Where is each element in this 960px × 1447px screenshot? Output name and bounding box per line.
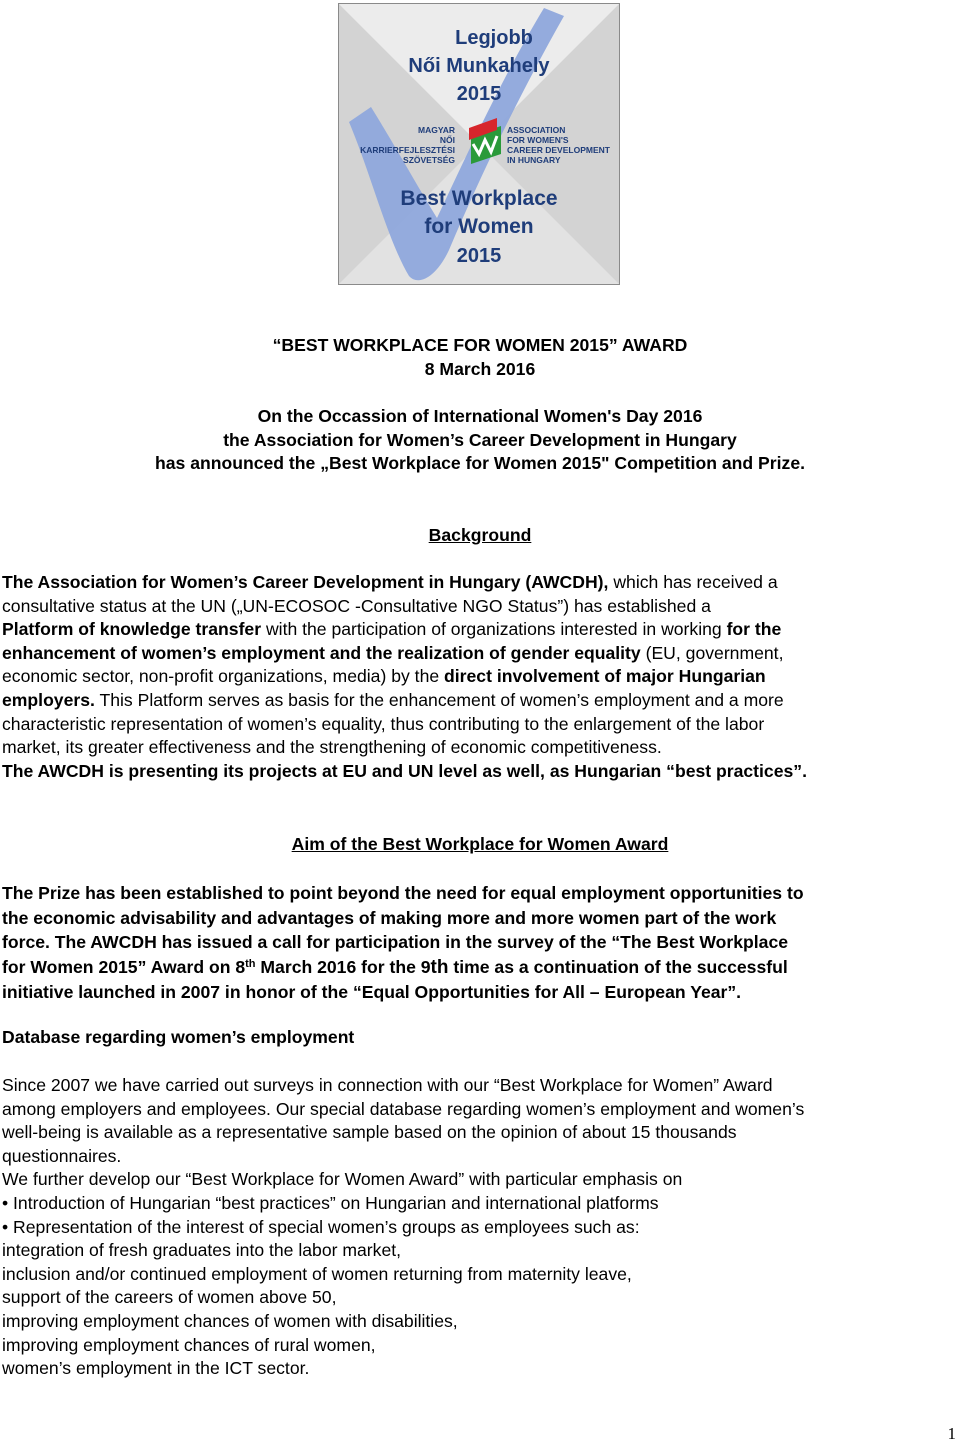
aim-line-5: initiative launched in 2007 in honor of the “Equal Opportunities for All – European Year”. xyxy=(2,982,742,1002)
database-heading: Database regarding women’s employment xyxy=(2,1027,355,1047)
intro-line-2: the Association for Women’s Career Development in Hungary xyxy=(223,429,737,450)
logo-title-en-1: Best Workplace xyxy=(400,187,558,210)
background-line-1 xyxy=(2,571,952,595)
platform-term: Platform of knowledge transfer xyxy=(2,619,262,640)
background-line-5 xyxy=(2,665,952,689)
aim-paragraph xyxy=(2,881,952,1005)
bullet-item: • Introduction of Hungarian “best practices” on Hungarian and international platforms xyxy=(2,1192,659,1213)
logo-org-hu-2: NŐI xyxy=(439,135,455,145)
background-line-2: consultative status at the UN („UN-ECOSOC -Consultative NGO Status”) has established a xyxy=(2,595,711,616)
text-span: economic sector, non-profit organizations, media) by the xyxy=(2,666,445,687)
text-span: with the participation of organizations interested in working xyxy=(261,619,727,640)
logo-title-hu-3: 2015 xyxy=(456,83,502,105)
document-header xyxy=(0,334,960,381)
text-span: This Platform serves as basis for the enhancement of women’s employment and a more xyxy=(94,689,784,710)
background-line-8: market, its greater effectiveness and the strengthening of economic competitiveness. xyxy=(2,737,662,758)
emphasis-span: employers. xyxy=(2,689,95,710)
aim-heading: Aim of the Best Workplace for Women Award xyxy=(291,834,669,854)
document-date: 8 March 2016 xyxy=(424,358,536,379)
logo-org-en-1: ASSOCIATION xyxy=(507,125,566,135)
emphasis-span: for the xyxy=(726,619,782,640)
logo-org-en-2: FOR WOMEN'S xyxy=(507,135,569,145)
intro-line-3: has announced the „Best Workplace for Women 2015" Competition and Prize. xyxy=(155,453,805,474)
background-line-7: characteristic representation of women’s equality, thus contributing to the enlargement of the labor xyxy=(2,713,765,734)
list-item: women’s employment in the ICT sector. xyxy=(2,1358,310,1379)
intro-block xyxy=(0,405,960,476)
database-line: among employers and employees. Our special database regarding women’s employment and women’s xyxy=(2,1098,805,1119)
logo-title-en-3: 2015 xyxy=(456,245,502,267)
background-heading: Background xyxy=(428,525,532,545)
text-span: which has received a xyxy=(608,572,778,592)
emphasis-span: enhancement of women’s employment and the realization of gender equality xyxy=(2,642,641,663)
list-item: improving employment chances of rural women, xyxy=(2,1334,376,1355)
logo-org-en-4: IN HUNGARY xyxy=(507,155,561,165)
text-span: (EU, government, xyxy=(640,642,784,663)
award-logo-graphic xyxy=(339,4,619,284)
list-item: integration of fresh graduates into the labor market, xyxy=(2,1240,402,1261)
award-logo xyxy=(338,3,620,285)
aim-line-1: The Prize has been established to point beyond the need for equal employment opportunities to xyxy=(2,883,804,903)
aim-line-2: the economic advisability and advantages of making more and more women part of the work xyxy=(2,907,777,928)
superscript: th xyxy=(245,957,256,970)
database-line: well-being is available as a representative sample based on the opinion of about 15 thousands xyxy=(2,1122,737,1143)
database-line: Since 2007 we have carried out surveys in connection with our “Best Workplace for Women” Award xyxy=(2,1075,773,1095)
logo-org-hu-1: MAGYAR xyxy=(418,125,455,135)
list-item: improving employment chances of women with disabilities, xyxy=(2,1310,458,1331)
background-line-9: The AWCDH is presenting its projects at EU and UN level as well, as Hungarian “best practices”. xyxy=(2,760,807,781)
document-title: “BEST WORKPLACE FOR WOMEN 2015” AWARD xyxy=(272,335,688,355)
text-span: time as a continuation of the successful xyxy=(448,956,788,977)
text-span: March 2016 for the 9 xyxy=(255,956,431,977)
logo-org-hu-3: KARRIERFEJLESZTÉSI xyxy=(360,145,455,155)
logo-title-hu-1: Legjobb xyxy=(455,27,533,49)
emphasis-span: direct involvement of major Hungarian xyxy=(444,666,766,687)
aim-line-4 xyxy=(2,955,952,981)
background-line-6 xyxy=(2,689,952,713)
list-item: inclusion and/or continued employment of women returning from maternity leave, xyxy=(2,1263,632,1284)
database-line: questionnaires. xyxy=(2,1145,122,1166)
database-paragraph xyxy=(2,1074,952,1381)
logo-org-hu-4: SZÖVETSÉG xyxy=(403,155,455,165)
background-line-4 xyxy=(2,642,952,666)
logo-title-en-2: for Women xyxy=(424,215,534,238)
logo-title-hu-2: Női Munkahely xyxy=(408,55,550,77)
background-paragraph xyxy=(2,571,952,783)
text-span: for Women 2015” Award on 8 xyxy=(2,956,246,977)
bullet-item: • Representation of the interest of special women’s groups as employees such as: xyxy=(2,1216,640,1237)
database-line: We further develop our “Best Workplace for Women Award” with particular emphasis on xyxy=(2,1169,683,1190)
intro-line-1: On the Occassion of International Women's Day 2016 xyxy=(257,406,703,426)
page-number: 1 xyxy=(947,1424,956,1443)
logo-org-en-3: CAREER DEVELOPMENT xyxy=(507,145,610,155)
background-line-3 xyxy=(2,618,952,642)
list-item: support of the careers of women above 50, xyxy=(2,1287,337,1308)
aim-line-3: force. The AWCDH has issued a call for participation in the survey of the “The Best Workplace xyxy=(2,932,789,952)
text-span: th xyxy=(430,956,449,978)
org-name: The Association for Women’s Career Development in Hungary (AWCDH), xyxy=(2,572,609,592)
